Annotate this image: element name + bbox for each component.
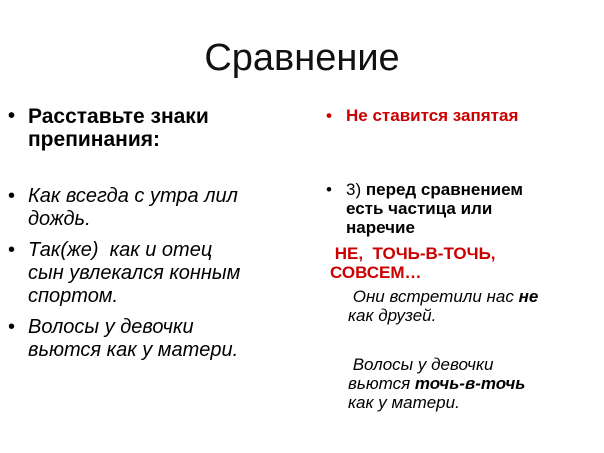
rule-heading: Не ставится запятая bbox=[346, 106, 519, 125]
example-1-line-1: Как всегда с утра лил bbox=[28, 185, 238, 207]
bullet-icon: • bbox=[326, 106, 332, 125]
rule-3-keywords bbox=[330, 244, 600, 282]
rule-3-example-2 bbox=[348, 355, 600, 412]
example-b-prefix: вьются bbox=[348, 374, 415, 393]
example-2-line-2: сын увлекался конным bbox=[28, 262, 241, 284]
right-bullet-rule-3 bbox=[326, 180, 598, 237]
example-b-adverb: точь-в-точь bbox=[414, 374, 526, 393]
instruction-line-2: препинания: bbox=[28, 128, 160, 151]
left-bullet-instruction bbox=[8, 105, 300, 151]
example-3-line-2: вьются как у матери. bbox=[28, 339, 239, 361]
example-b-line-1: Волосы у девочки bbox=[348, 355, 494, 374]
rule-3-line-3: наречие bbox=[346, 218, 415, 237]
example-a-particle: не bbox=[518, 287, 539, 306]
instruction-line-1: Расставьте знаки bbox=[28, 105, 209, 128]
rule-3-example-1 bbox=[348, 287, 600, 325]
example-a-prefix: Они встретили нас bbox=[348, 287, 519, 306]
bullet-icon: • bbox=[8, 239, 16, 261]
example-2-line-3: спортом. bbox=[28, 285, 119, 307]
bullet-icon: • bbox=[8, 316, 16, 338]
keywords-line-2: СОВСЕМ… bbox=[330, 263, 422, 282]
right-bullet-rule-heading bbox=[326, 106, 598, 126]
example-2-line-1: Так(же) как и отец bbox=[28, 239, 213, 261]
rule-3-line-2: есть частица или bbox=[346, 199, 493, 218]
rule-number: 3) bbox=[346, 180, 366, 199]
example-b-line-3: как у матери. bbox=[348, 393, 460, 412]
left-bullet-example-2 bbox=[8, 239, 300, 308]
keywords-line-1: НЕ, ТОЧЬ-В-ТОЧЬ, bbox=[330, 244, 496, 263]
bullet-icon: • bbox=[326, 180, 332, 199]
example-1-line-2: дождь. bbox=[28, 208, 91, 230]
rule-3-line-1: перед сравнением bbox=[365, 180, 523, 199]
example-a-line-2: как друзей. bbox=[348, 306, 437, 325]
left-bullet-example-3 bbox=[8, 316, 300, 362]
left-bullet-example-1 bbox=[8, 185, 300, 231]
example-3-line-1: Волосы у девочки bbox=[28, 316, 194, 338]
slide-title: Сравнение bbox=[204, 37, 400, 79]
bullet-icon: • bbox=[8, 105, 16, 127]
bullet-icon: • bbox=[8, 185, 16, 207]
